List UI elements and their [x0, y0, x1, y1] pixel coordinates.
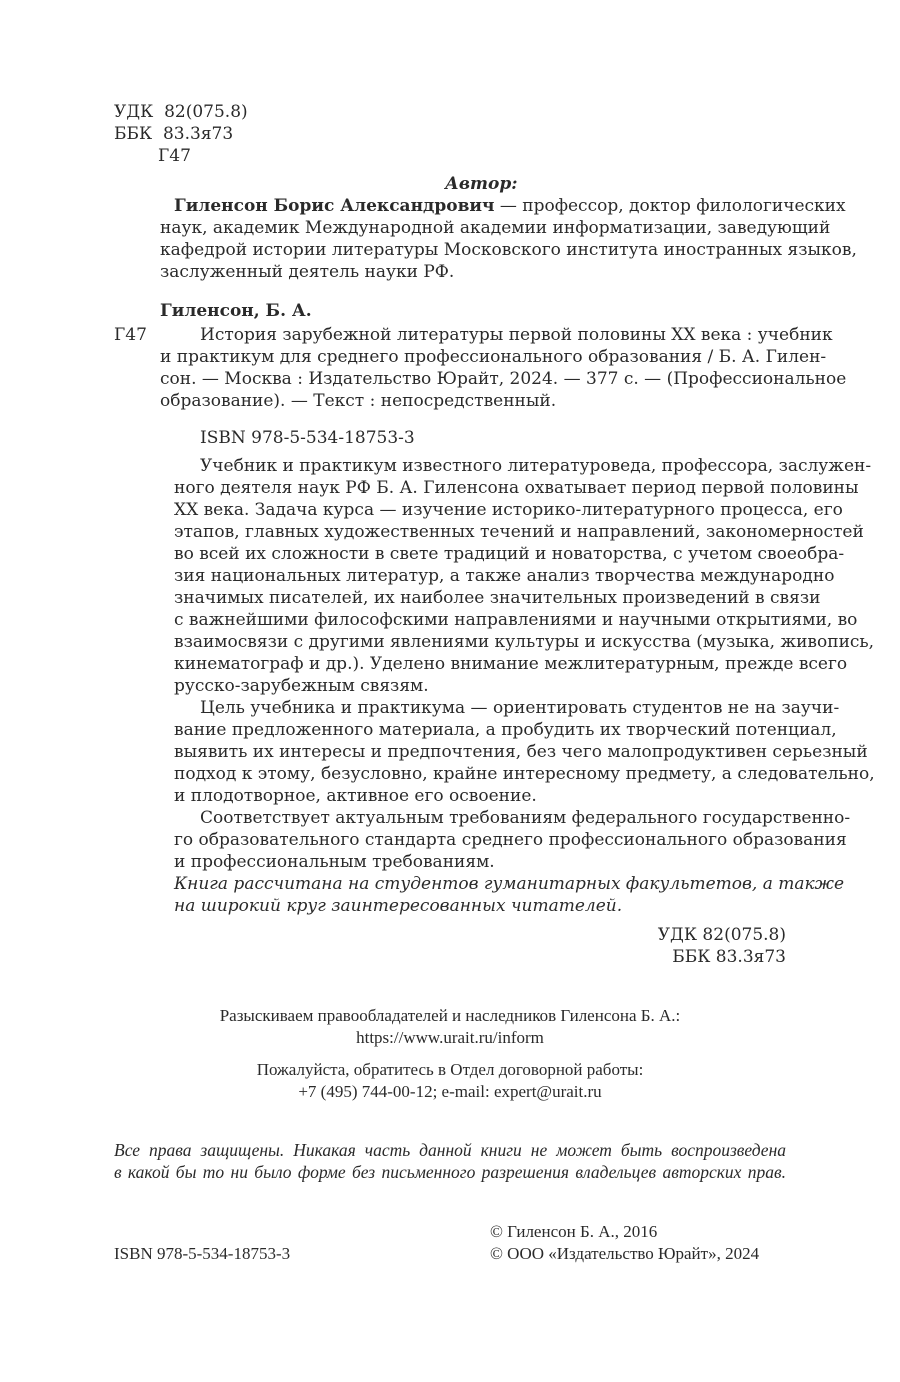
- author-line-4: заслуженный деятель науки РФ.: [160, 262, 455, 282]
- annot-p3-line: го образовательного стандарта среднего профессионального образования: [174, 830, 847, 850]
- annot-p3-line: и профессиональным требованиям.: [174, 852, 495, 872]
- annot-p1-line: зия национальных литератур, а также анализ творчества международно: [174, 566, 835, 586]
- author-mark-top: Г47: [158, 146, 191, 166]
- annot-p1-line: значимых писателей, их наиболее значительных произведений в связи: [174, 588, 821, 608]
- annot-p1-line: этапов, главных художественных течений и направлений, закономерностей: [174, 522, 864, 542]
- annot-p2-line: и плодотворное, активное его освоение.: [174, 786, 537, 806]
- annot-p1-line: взаимосвязи с другими явлениями культуры и искусства (музыка, живопись,: [174, 632, 875, 652]
- bib-isbn: ISBN 978-5-534-18753-3: [200, 428, 415, 448]
- copyright-publisher: © ООО «Издательство Юрайт», 2024: [490, 1244, 760, 1263]
- bib-author-heading: Гиленсон, Б. А.: [160, 301, 312, 321]
- footer-isbn: ISBN 978-5-534-18753-3: [114, 1244, 291, 1263]
- bib-mark: Г47: [114, 325, 147, 345]
- annot-p1-line: XX века. Задача курса — изучение историко-литературного процесса, его: [174, 500, 843, 520]
- bib-line-2: и практикум для среднего профессионального образования / Б. А. Гилен-: [160, 347, 827, 367]
- annot-p1-line: во всей их сложности в свете традиций и новаторства, с учетом своеобра-: [174, 544, 845, 564]
- author-line-2: наук, академик Международной академии информатизации, заведующий: [160, 218, 831, 238]
- annot-p2-line: Цель учебника и практикума — ориентировать студентов не на заучи-: [200, 698, 840, 718]
- annot-p1-line: ного деятеля наук РФ Б. А. Гиленсона охватывает период первой половины: [174, 478, 859, 498]
- bib-line-1: История зарубежной литературы первой половины XX века : учебник: [200, 325, 833, 345]
- author-line-1: Гиленсон Борис Александрович — профессор, доктор филологических: [174, 196, 846, 216]
- udk-top: УДК 82(075.8): [114, 102, 248, 122]
- annot-p3-line: Соответствует актуальным требованиям федерального государственно-: [200, 808, 851, 828]
- annot-p1-line: Учебник и практикум известного литературоведа, профессора, заслужен-: [200, 456, 872, 476]
- audience-line: на широкий круг заинтересованных читателей.: [174, 896, 623, 916]
- author-name: Гиленсон Борис Александрович: [174, 196, 495, 216]
- notice-url: https://www.urait.ru/inform: [356, 1028, 544, 1047]
- bib-line-4: образование). — Текст : непосредственный.: [160, 391, 557, 411]
- audience-line: Книга рассчитана на студентов гуманитарных факультетов, а также: [174, 874, 845, 894]
- bbk-bottom: ББК 83.3я73: [672, 947, 786, 967]
- notice-line-3: Пожалуйста, обратитесь в Отдел договорной работы:: [256, 1060, 644, 1079]
- annot-p2-line: подход к этому, безусловно, крайне интересному предмету, а следовательно,: [174, 764, 875, 784]
- bbk-top: ББК 83.3я73: [114, 124, 234, 144]
- author-line-3: кафедрой истории литературы Московского института иностранных языков,: [160, 240, 857, 260]
- rights-line-2: в какой бы то ни было форме без письменного разрешения владельцев авторских прав.: [114, 1162, 786, 1182]
- author-heading: Автор:: [445, 174, 518, 194]
- annot-p2-line: выявить их интересы и предпочтения, без чего малопродуктивен серьезный: [174, 742, 868, 762]
- bib-line-3: сон. — Москва : Издательство Юрайт, 2024. — 377 с. — (Профессиональное: [160, 369, 847, 389]
- copyright-author: © Гиленсон Б. А., 2016: [490, 1222, 658, 1241]
- notice-line-1: Разыскиваем правообладателей и наследников Гиленсона Б. А.:: [219, 1006, 681, 1025]
- annot-p1-line: с важнейшими философскими направлениями и научными открытиями, во: [174, 610, 858, 630]
- annot-p1-line: русско-зарубежным связям.: [174, 676, 429, 696]
- notice-contact: +7 (495) 744-00-12; e-mail: expert@urait.ru: [298, 1082, 602, 1101]
- annot-p1-line: кинематограф и др.). Уделено внимание межлитературным, прежде всего: [174, 654, 848, 674]
- udk-bottom: УДК 82(075.8): [657, 925, 786, 945]
- rights-line-1: Все права защищены. Никакая часть данной книги не может быть воспроизведена: [114, 1140, 786, 1160]
- annot-p2-line: вание предложенного материала, а пробудить их творческий потенциал,: [174, 720, 837, 740]
